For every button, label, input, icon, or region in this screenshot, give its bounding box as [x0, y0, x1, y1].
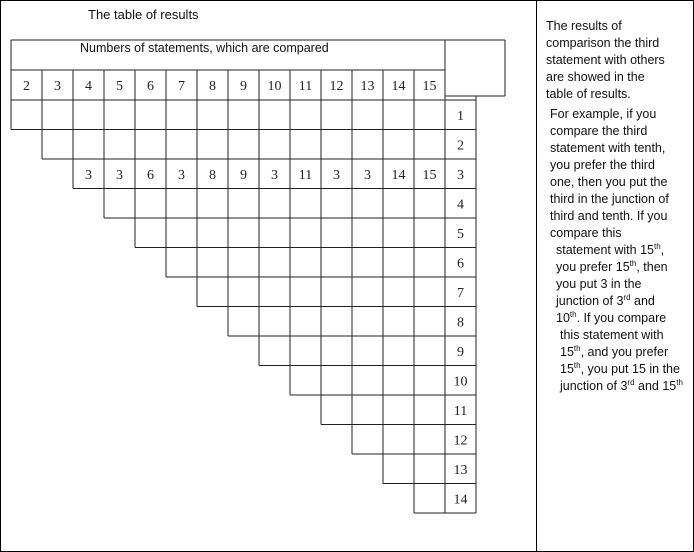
result-cell-value: 15: [422, 168, 437, 183]
row-number: 13: [453, 463, 468, 478]
result-cell-value: 6: [147, 168, 154, 183]
column-divider: [536, 0, 537, 552]
table-grid-lines: [11, 40, 505, 513]
result-cell-value: 11: [298, 168, 313, 183]
column-number: 13: [360, 79, 375, 94]
row-number: 14: [453, 492, 468, 508]
result-cell-value: 3: [364, 168, 371, 183]
result-cell-value: 3: [178, 168, 185, 183]
column-number: 8: [209, 79, 216, 94]
column-number: 5: [116, 79, 123, 94]
row-number: 5: [457, 227, 464, 242]
column-number: 11: [298, 79, 313, 94]
table-title: The table of results: [88, 7, 199, 22]
result-cell-value: 3: [116, 168, 123, 183]
column-number: 2: [23, 79, 30, 94]
row-number: 3: [457, 168, 464, 183]
row-number: 9: [457, 345, 464, 360]
explanation-example: For example, if you compare the third statement with tenth, you prefer the third one, then you put the third in the junction of third and tenth. If you compare this statement with 15th, you prefer 15th, then you put 3 in the junction of 3rd and 10th. If you compare this statement with 15th, and you prefer 15th, you put 15 in the junction of 3rd and 15th: [550, 107, 683, 393]
result-cell-value: 3: [271, 168, 278, 183]
column-number: 3: [54, 79, 61, 94]
column-number: 9: [240, 79, 247, 94]
column-number: 15: [422, 79, 437, 94]
column-number: 6: [147, 79, 154, 94]
column-number: 7: [178, 79, 185, 94]
column-number: 12: [329, 79, 344, 94]
result-cell-value: 3: [333, 168, 340, 183]
result-cell-value: 14: [391, 168, 406, 183]
explanation-panel: [546, 18, 692, 395]
row-number: 7: [457, 286, 464, 301]
column-number: 10: [267, 79, 282, 94]
row-numbers: [454, 109, 468, 508]
row-number: 11: [453, 404, 468, 419]
row-number: 8: [457, 315, 464, 331]
row-number: 2: [457, 138, 464, 154]
column-number: 4: [85, 79, 92, 94]
row-number: 6: [457, 256, 464, 272]
row-number: 12: [453, 433, 468, 449]
row-3-values: [85, 168, 437, 183]
row-number: 10: [453, 374, 468, 390]
row-number: 4: [457, 197, 464, 213]
column-numbers: [23, 79, 437, 94]
result-cell-value: 9: [240, 168, 247, 183]
header-label: Numbers of statements, which are compared: [80, 41, 329, 55]
row-number: 1: [457, 109, 464, 124]
result-cell-value: 3: [85, 168, 92, 183]
column-number: 14: [391, 79, 406, 94]
explanation-intro: The results of comparison the third statement with others are showed in the table of results.: [546, 19, 665, 101]
result-cell-value: 8: [209, 168, 216, 183]
